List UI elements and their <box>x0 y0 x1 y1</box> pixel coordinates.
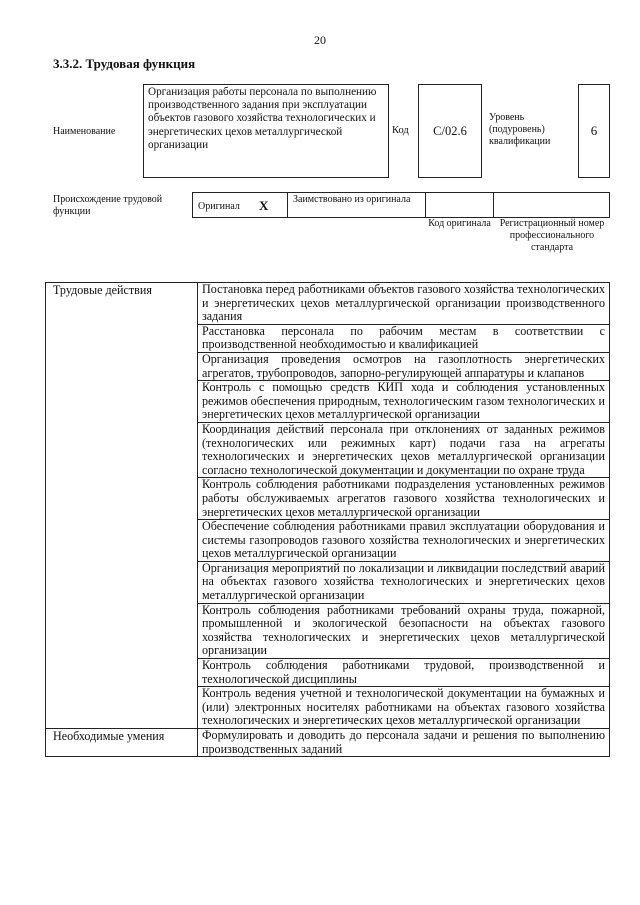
code-original-caption: Код оригинала <box>428 218 491 229</box>
original-cell <box>192 192 288 218</box>
code-label: Код <box>392 125 409 136</box>
labor-action-item: Постановка перед работниками объектов газового хозяйства технологических и энергетических цехов металлургической организации производственного задания <box>198 283 610 325</box>
section-title: 3.3.2. Трудовая функция <box>53 56 196 71</box>
original-mark: X <box>259 198 269 213</box>
labor-action-item: Обеспечение соблюдения работниками правил эксплуатации оборудования и системы газопроводов газового хозяйства технологических и энергетических цехов металлургической организации <box>198 520 610 562</box>
labor-action-item: Контроль ведения учетной и технологической документации на бумажных и (или) электронных носителях работниками на объектах газового хозяйства технологических и энергетических цехов металлургической организации <box>198 687 610 729</box>
labor-action-item: Контроль с помощью средств КИП хода и соблюдения установленных режимов обеспечения природным, технологическим газом технологических и энергетических цехов металлургической организации <box>198 381 610 423</box>
function-name: Организация работы персонала по выполнению производственного задания при эксплуатации объектов газового хозяйства технологических и энергетических цехов металлургической организации <box>143 84 389 178</box>
function-details-table <box>45 282 610 757</box>
name-label: Наименование <box>53 126 116 137</box>
page-number: 20 <box>314 33 326 47</box>
labor-action-item: Расстановка персонала по рабочим местам в соответствии с производственной необходимостью и квалификацией <box>198 324 610 352</box>
labor-actions-label: Трудовые действия <box>46 283 198 729</box>
original-label: Оригинал <box>198 201 240 212</box>
borrowed-label: Заимствовано из оригинала <box>293 194 411 205</box>
labor-action-item: Контроль соблюдения работниками трудовой, производственной и технологической дисциплины <box>198 659 610 687</box>
reg-number-cell <box>493 192 610 218</box>
labor-action-item: Контроль соблюдения работниками требований охраны труда, пожарной, промышленной и экологической безопасности на объектах газового хозяйства технологических и энергетических цехов металлургической организации <box>198 603 610 658</box>
origin-label: Происхождение трудовой функции <box>53 194 163 217</box>
labor-action-item: Координация действий персонала при отклонениях от заданных режимов (технологических или режимных карт) подачи газа на агрегаты технологических и энергетических цехов металлургической организации согласно технологической документации и документации по охране труда <box>198 422 610 477</box>
level-value: 6 <box>578 84 610 178</box>
skills-label: Необходимые умения <box>46 729 198 757</box>
skill-item: Формулировать и доводить до персонала задачи и решения по выполнению производственных заданий <box>198 729 610 757</box>
labor-action-item: Организация мероприятий по локализации и ликвидации последствий аварий на объектах газового хозяйства технологических и энергетических цехов металлургической организации <box>198 561 610 603</box>
level-label: Уровень (подуровень) квалификации <box>489 112 551 147</box>
labor-action-item: Контроль соблюдения работниками подразделения установленных режимов работы обслуживаемых агрегатов газового хозяйства технологических и энергетических цехов металлургической организации <box>198 478 610 520</box>
code-original-cell <box>425 192 494 218</box>
borrowed-cell <box>287 192 426 218</box>
reg-number-caption: Регистрационный номер профессионального стандарта <box>499 218 605 253</box>
labor-action-item: Организация проведения осмотров на газоплотность энергетических агрегатов, трубопроводов, запорно-регулирующей аппаратуры и клапанов <box>198 352 610 380</box>
code-value: C/02.6 <box>418 84 482 178</box>
